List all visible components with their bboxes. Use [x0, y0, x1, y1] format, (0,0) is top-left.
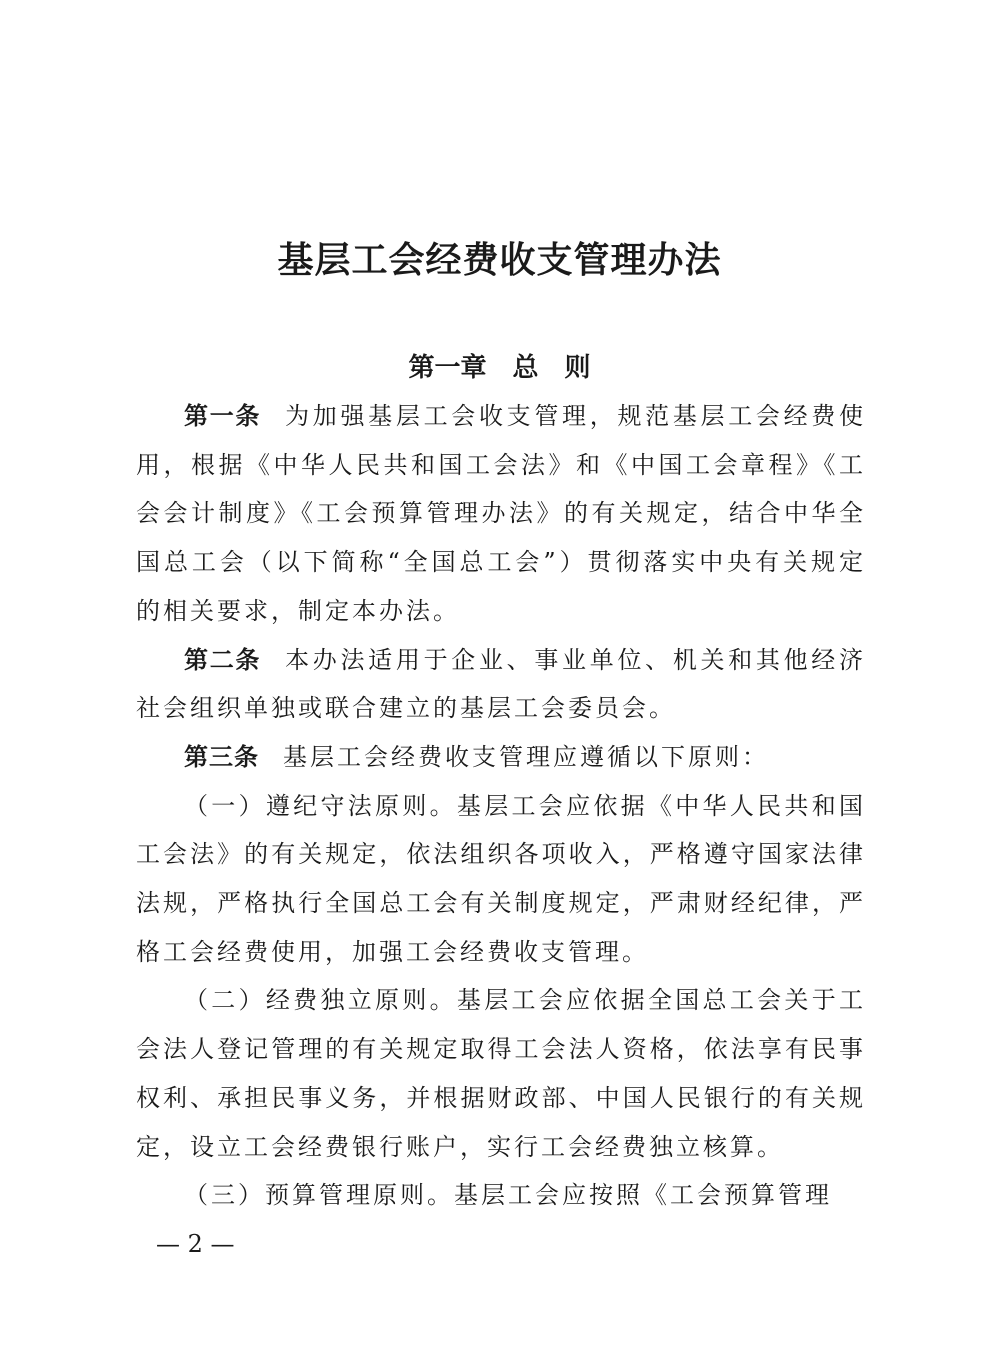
principle-3 — [136, 1171, 866, 1220]
chapter-heading: 第一章 总 则 — [408, 353, 591, 383]
principle-text: （一）遵纪守法原则。基层工会应依据《中华人民共和国工会法》的有关规定，依法组织各项收入，严格遵守国家法律法规，严格执行全国总工会有关制度规定，严肃财经纪律，严格工会经费使用，加强工会经费收支管理。 — [136, 791, 866, 966]
article-heading: 第三条 — [184, 742, 259, 771]
article-3 — [136, 733, 866, 782]
article-text: 本办法适用于企业、事业单位、机关和其他经济社会组织单独或联合建立的基层工会委员会。 — [136, 645, 867, 723]
document-body — [136, 392, 866, 1220]
article-text: 基层工会经费收支管理应遵循以下原则： — [283, 742, 769, 771]
principle-text: （二）经费独立原则。基层工会应依据全国总工会关于工会法人登记管理的有关规定取得工会法人资格，依法享有民事权利、承担民事义务，并根据财政部、中国人民银行的有关规定，设立工会经费银行账户，实行工会经费独立核算。 — [136, 986, 866, 1161]
article-heading: 第一条 — [184, 402, 262, 430]
article-2 — [136, 636, 866, 733]
page-number: — 2 — — [156, 1230, 235, 1258]
principle-2 — [136, 976, 866, 1171]
principle-1 — [136, 782, 866, 977]
principle-text: （三）预算管理原则。基层工会应按照《工会预算管理 — [184, 1181, 832, 1210]
document-title: 基层工会经费收支管理办法 — [277, 239, 722, 281]
article-text: 为加强基层工会收支管理，规范基层工会经费使用，根据《中华人民共和国工会法》和《中国工会章程》《工会会计制度》《工会预算管理办法》的有关规定，结合中华全国总工会（以下简称“全国总工会”）贯彻落实中央有关规定的相关要求，制定本办法。 — [136, 402, 867, 625]
article-1 — [136, 392, 866, 636]
article-heading: 第二条 — [184, 645, 262, 674]
